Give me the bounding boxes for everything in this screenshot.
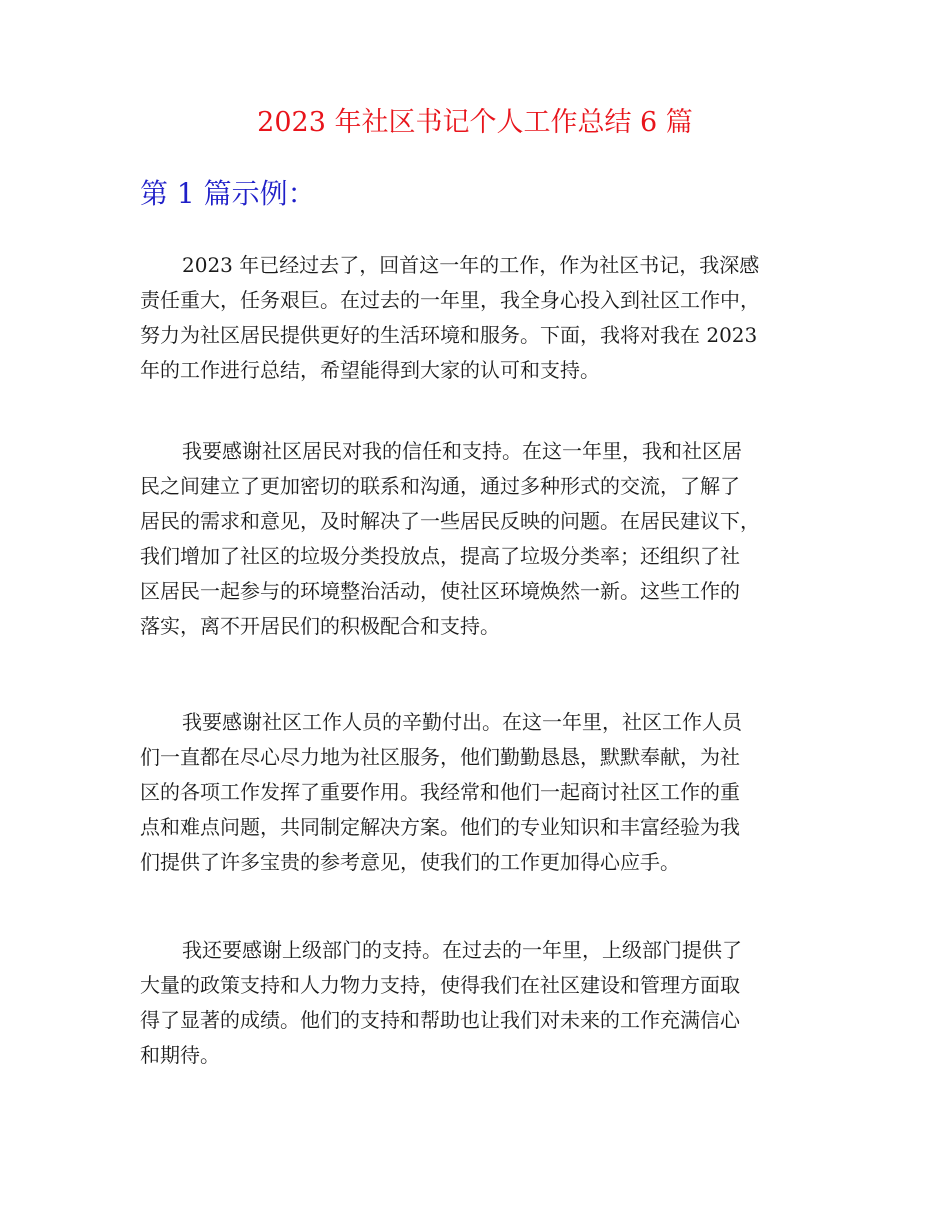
paragraph-line: 大量的政策支持和人力物力支持，使得我们在社区建设和管理方面取 — [140, 973, 740, 997]
paragraph-line: 居民的需求和意见，及时解决了一些居民反映的问题。在居民建议下， — [140, 509, 760, 533]
paragraph-line: 努力为社区居民提供更好的生活环境和服务。下面，我将对我在 2023 — [140, 323, 758, 347]
document-title: 2023 年社区书记个人工作总结 6 篇 — [257, 107, 693, 138]
paragraph-line: 区居民一起参与的环境整治活动，使社区环境焕然一新。这些工作的 — [140, 579, 740, 603]
paragraph-line: 我们增加了社区的垃圾分类投放点，提高了垃圾分类率；还组织了社 — [140, 544, 740, 568]
paragraph-line: 落实，离不开居民们的积极配合和支持。 — [140, 614, 500, 638]
paragraph-line: 得了显著的成绩。他们的支持和帮助也让我们对未来的工作充满信心 — [140, 1008, 740, 1032]
paragraph-line: 我还要感谢上级部门的支持。在过去的一年里，上级部门提供了 — [182, 938, 742, 962]
paragraph-line: 们提供了许多宝贵的参考意见，使我们的工作更加得心应手。 — [140, 850, 680, 874]
paragraph-3 — [140, 705, 820, 880]
paragraph-line: 区的各项工作发挥了重要作用。我经常和他们一起商讨社区工作的重 — [140, 780, 740, 804]
paragraph-line: 们一直都在尽心尽力地为社区服务，他们勤勤恳恳，默默奉献，为社 — [140, 745, 740, 769]
paragraph-1 — [140, 248, 820, 388]
paragraph-line: 2023 年已经过去了，回首这一年的工作，作为社区书记，我深感 — [182, 253, 760, 277]
section-heading: 第 1 篇示例： — [140, 177, 316, 210]
paragraph-4 — [140, 933, 820, 1073]
paragraph-2 — [140, 434, 820, 644]
paragraph-line: 点和难点问题，共同制定解决方案。他们的专业知识和丰富经验为我 — [140, 815, 740, 839]
paragraph-line: 我要感谢社区居民对我的信任和支持。在这一年里，我和社区居 — [182, 439, 742, 463]
paragraph-line: 民之间建立了更加密切的联系和沟通，通过多种形式的交流，了解了 — [140, 474, 740, 498]
paragraph-line: 年的工作进行总结，希望能得到大家的认可和支持。 — [140, 358, 600, 382]
paragraph-line: 我要感谢社区工作人员的辛勤付出。在这一年里，社区工作人员 — [182, 710, 742, 734]
paragraph-line: 和期待。 — [140, 1043, 220, 1067]
paragraph-line: 责任重大，任务艰巨。在过去的一年里，我全身心投入到社区工作中， — [140, 288, 760, 312]
